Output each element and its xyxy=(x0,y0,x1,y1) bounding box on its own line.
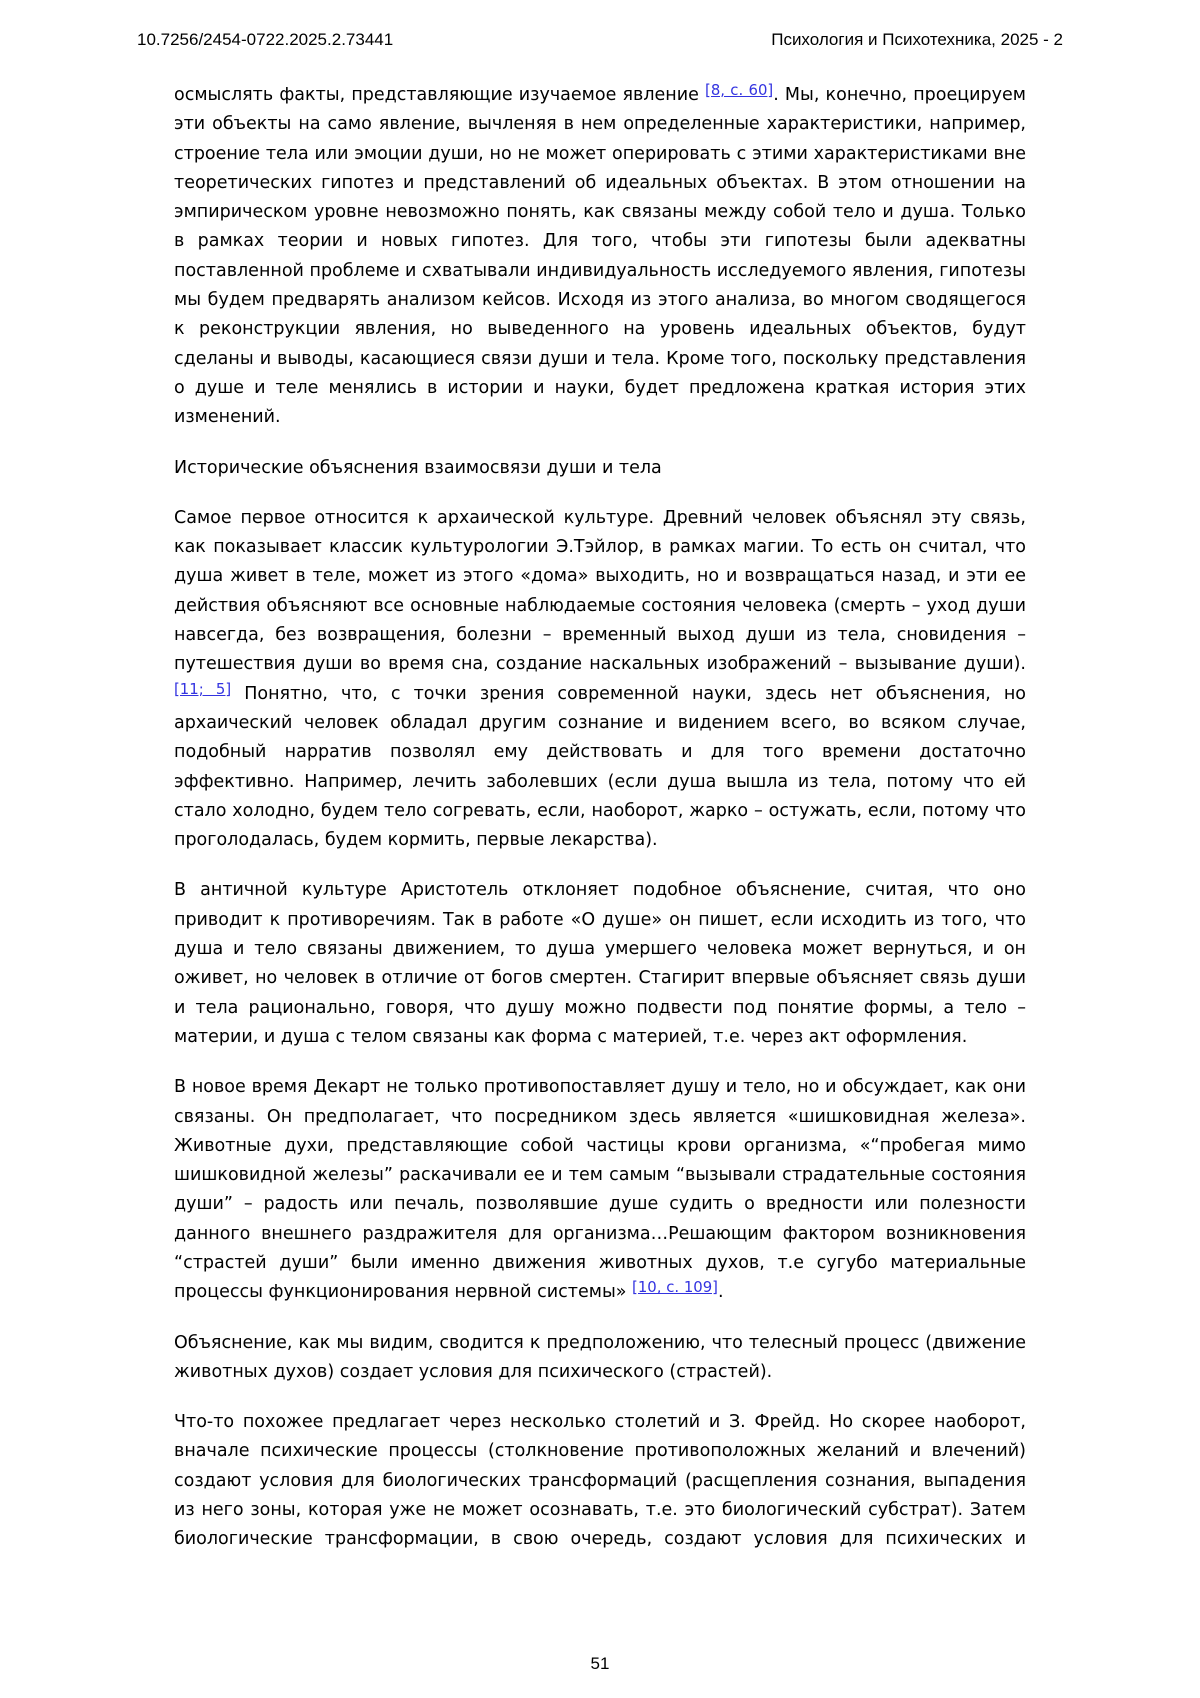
page-header xyxy=(0,0,1200,50)
text-run: . Мы, конечно, проецируем эти объекты на само явление, вычленяя в нем определенные характеристики, например, строение тела или эмоции души, но не может оперировать с этими характеристиками вне теоретических гипотез и представлений об идеальных объектах. В этом отношении на эмпирическом уровне невозможно понять, как связаны между собой тело и душа. Только в рамках теории и новых гипотез. Для того, чтобы эти гипотезы были адекватны поставленной проблеме и схватывали индивидуальность исследуемого явления, гипотезы мы будем предварять анализом кейсов. Исходя из этого анализа, во многом сводящегося к реконструкции явления, но выведенного на уровень идеальных объектов, будут сделаны и выводы, касающиеся связи души и тела. Кроме того, поскольку представления о душе и теле менялись в истории и науки, будет предложена краткая история этих изменений. xyxy=(174,85,1026,428)
page-number: 51 xyxy=(590,1654,610,1673)
paragraph xyxy=(174,504,1026,856)
text-run: Самое первое относится к архаической культуре. Древний человек объяснял эту связь, как показывает классик культурологии Э.Тэйлор, в рамках магии. То есть он считал, что душа живет в теле, может из этого «дома» выходить, но и возвращаться назад, и эти ее действия объясняют все основные наблюдаемые состояния человека (смерть – уход души навсегда, без возвращения, болезни – временный выход души из тела, сновидения – путешествия души во время сна, создание наскальных изображений – вызывание души). xyxy=(174,507,1026,675)
article-body xyxy=(174,81,1026,1555)
paragraph xyxy=(174,1408,1026,1554)
journal-title: Психология и Психотехника, 2025 - 2 xyxy=(771,30,1063,49)
page-footer xyxy=(0,1654,1200,1674)
text-run: . xyxy=(717,1282,724,1303)
text-run: Исторические объяснения взаимосвязи души и тела xyxy=(174,457,662,478)
text-run: Что-то похожее предлагает через несколько столетий и З. Фрейд. Но скорее наоборот, вначале психические процессы (столкновение противоположных желаний и влечений) создают условия для биологических трансформаций (расщепления сознания, выпадения из него зоны, которая уже не может осознавать, т.е. это биологический субстрат). Затем биологические трансформации, в свою очередь, создают условия для психических и xyxy=(174,1412,1026,1550)
section-heading xyxy=(174,454,1026,483)
citation-link[interactable]: [8, с. 60] xyxy=(705,81,774,100)
text-run: осмыслять факты, представляющие изучаемое явление xyxy=(174,85,706,105)
paragraph xyxy=(174,1073,1026,1307)
paragraph xyxy=(174,1329,1026,1388)
paragraph xyxy=(174,81,1026,433)
text-run: Понятно, что, с точки зрения современной науки, здесь нет объяснения, но архаический человек обладал другим сознание и видением всего, во всяком случае, подобный нарратив позволял ему действовать и для того времени достаточно эффективно. Например, лечить заболевших (если душа вышла из тела, потому что ей стало холодно, будем тело согревать, если, наоборот, жарко – остужать, если, потому что проголодалась, будем кормить, первые лекарства). xyxy=(174,683,1026,851)
text-run: В античной культуре Аристотель отклоняет подобное объяснение, считая, что оно приводит к противоречиям. Так в работе «О душе» он пишет, если исходить из того, что душа и тело связаны движением, то душа умершего человека может вернуться, и он оживет, но человек в отличие от богов смертен. Стагирит впервые объясняет связь души и тела рационально, говоря, что душу можно подвести под понятие формы, а тело – материи, и душа с телом связаны как форма с материей, т.е. через акт оформления. xyxy=(174,880,1026,1047)
text-run: В новое время Декарт не только противопоставляет душу и тело, но и обсуждает, как они связаны. Он предполагает, что посредником здесь является «шишковидная железа». Животные духи, представляющие собой частицы крови организма, «“пробегая мимо шишковидной железы” раскачивали ее и тем самым “вызывали страдательные состояния души” – радость или печаль, позволявшие душе судить о вредности или полезности данного внешнего раздражителя для организма…Решающим фактором возникновения “страстей души” были именно движения животных духов, т.е сугубо материальные процессы функционирования нервной системы» xyxy=(174,1077,1026,1303)
paragraph xyxy=(174,876,1026,1052)
citation-link[interactable]: [10, с. 109] xyxy=(632,1278,718,1297)
text-run: Объяснение, как мы видим, сводится к предположению, что телесный процесс (движение животных духов) создает условия для психического (страстей). xyxy=(174,1332,1026,1382)
doi-text: 10.7256/2454-0722.2025.2.73441 xyxy=(137,30,394,49)
citation-link[interactable]: [11; 5] xyxy=(174,679,232,698)
